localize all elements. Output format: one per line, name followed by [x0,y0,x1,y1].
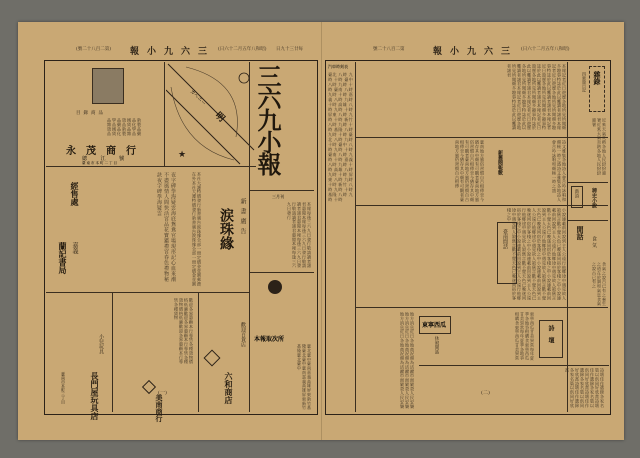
section-divider [419,365,609,366]
yongmao-address: 臺南市本町二丁目 [82,161,118,165]
meinan-text: 歡迎各界惠顧本行專售各種貨物價格低廉歡迎各界惠顧本行專售各種貨物價格低廉歡迎各界惠顧本行專售各種貨物 [174,298,194,364]
section-divider [568,182,608,183]
column-divider [249,312,250,412]
liuhe-note: 歡迎百貨店 [240,322,246,347]
seal-emblem [268,280,282,294]
column-e-box [575,226,587,252]
column-b-title: 四東遊日記 [582,72,587,92]
toy-store-line: 小兒玩具 [98,334,104,354]
timetable-title: 汽車時刻表 [328,64,348,69]
column-d-title: 稗史小說 [591,188,597,208]
right-date: (日六十二月五年八和昭) [521,47,570,52]
mingyue-center: 明 [212,110,227,125]
article-mid-right: 詩文雅集各地詩人會合吟詠唱和頗極一時之盛詩文雅集各地詩人會合吟詠唱和頗極一時之盛 [552,140,567,202]
article-lower: 小說連載前回說到主人公遠行他鄉途中遇見故人敘舊言歡不覺天色已晚遂同宿於客棧之中小說連載前回說到主人公遠行他鄉途中遇見故人敘舊言歡不覺天色已晚遂同宿於客棧之中小說連載前回說到主人公遠行他鄉途中遇見故人敘舊言歡不覺天色已晚遂同宿於客棧之中小說連載前回說到主人公遠行他鄉途中遇見故人敘舊言歡不覺天色已晚遂同宿於客棧之中小說連載前回說到主人公遠行他鄉途中遇見故人敘舊言歡不覺天色已晚遂同宿於客棧之中小說連載前回說到主人公遠行他鄉途中遇見故人敘舊言歡不覺天色已晚遂同宿於客棧之中 [507,208,567,301]
section-divider [568,220,608,221]
right-masthead-title: 報小九六三 [433,47,519,57]
section-title: 新舊閱報數 [497,150,503,175]
column-c-box [571,186,583,208]
meinan-name: 美南商行 [155,394,164,422]
column-a-box [589,66,605,112]
column-g-title: 詩壇 [547,325,554,349]
novel-title: 涙珠緣 [218,208,234,250]
toy-store-name: 長門屋玩具店 [90,372,100,420]
column-divider [112,292,113,412]
left-masthead [18,44,321,56]
timetable-entries: 臺北 八時 九時 十時 臺中 八時 九時 十時 臺南 八時 九時 十時 嘉義 八時 九時 十時 高雄 八時 九時 十時 屏東 八時 九時 十時 新竹 八時 九時 十時 基隆 八時 九時 十時 臺北 八時 九時 十時 臺中 八時 九時 十時 臺南 八時 九時 十時 嘉義 八時 九時 十時 高雄 八時 九時 十時 屏東 八時 九時 十時 新竹 八時 九時 十時 基隆 八時 九時 十時 [328,72,354,202]
left-page-number: (一) [158,390,167,396]
right-page-number: (二) [481,390,490,396]
toy-store-address: 臺南市本町三丁目 [61,372,66,404]
mingyue-ad [166,62,256,167]
bookstore-name: 蘭記書局 [58,242,68,274]
editor-text: 本報每逢三六九日發行敬請讀者諸君惠閱本報每逢三六九日發行敬請讀者諸君惠閱本報每逢三六九日發行敬請讀者諸君惠閱本報每逢三六九日發行 [287,202,312,268]
yongmao-name: 永茂商行 [66,146,146,157]
section-divider [250,190,314,191]
novel-description: 本社大護特價發行新書廣告涙珠緣全部一冊定價金壹圓郵費在外本社大護特價發行新書廣告涙珠緣全部一冊定價金壹圓 [192,172,202,287]
left-publisher-note: 日九十三廿每 [276,47,303,52]
right-page [321,22,624,440]
bookstore-label: 經售處 [70,182,80,206]
bookstore-city: 嘉義 [71,242,78,254]
mingyue-graphic [166,62,256,166]
product-header: 目錄商品 [76,111,106,116]
right-masthead [321,44,624,56]
product-image [92,68,124,104]
article-top: 本報記者近日遊歷各地所見所聞頗多趣事特誌於此以饗讀者諸君本報記者近日遊歷各地所見所聞頗多趣事特誌於此以饗讀者諸君本報記者近日遊歷各地所見所聞頗多趣事特誌於此以饗讀者諸君本報記者近日遊歷各地所見所聞頗多趣事特誌於此以饗讀者諸君本報記者近日遊歷各地所見所聞頗多趣事特誌於此以饗讀者諸君本報記者近日遊歷各地所見所聞頗多趣事特誌於此以饗讀者諸君 [507,64,567,130]
column-e-text: 食氣之說古已有之養生之道在於調和氣息食氣之說古已有之 [592,262,607,306]
timetable [327,62,356,412]
section-divider [46,292,249,293]
yongmao-sub: 總 江 號 [82,156,131,162]
editor-note: 三月刊 [272,194,284,199]
column-e-title: 閒話 [576,226,585,240]
column-a-title: 雜錄 [593,71,602,85]
article-bottom-left: 地方消息近日各地商況頗為活躍市面繁榮人民安樂地方消息近日各地商況頗為活躍市面繁榮人民安樂地方消息近日各地商況頗為活躍市面繁榮人民安樂 [400,312,415,409]
column-divider [198,292,199,412]
column-g-box [539,320,563,358]
dealers-title: 本報取次所 [254,336,285,343]
section-divider [46,166,249,167]
column-h-title: 臺南閒話 [502,229,508,249]
column-c-title: 新詩 [574,189,579,198]
liuhe-name: 六和商店 [224,372,234,404]
product-list: 新製品藥品化學品國貨品雜貨品新製品藥品化學品國貨品雜貨品 [107,118,142,136]
column-f-title: 東寧西瓜 [422,322,447,329]
column-a-text: 近來天氣炎熱各地人民紛紛避暑近來天氣炎熱各地人民紛紛避暑 [592,118,607,176]
left-page [18,22,321,440]
novel-header: 新書廣告 [239,198,246,238]
article-bottom-mid: 東寧西瓜甘美異常每年夏季各地爭相購食東寧西瓜甘美異常每年夏季各地爭相購食東寧西瓜甘美異常 [515,312,535,361]
right-issue-number: 號二十八百二第 [373,47,405,52]
yongmao-ad [46,62,165,167]
svg-text:★: ★ [178,150,187,160]
column-f-box [419,316,451,334]
calligraphy-title: 三六九小報 [253,64,282,174]
mingyue-katakana: カヘニー [188,88,207,108]
column-divider [567,62,568,412]
column-f-sub: 休叙閒話 [434,336,439,354]
dealers-list: 臺北臺中臺南嘉義高雄屏東新竹基隆臺北臺中臺南嘉義高雄屏東新竹基隆臺北臺中 [297,344,312,410]
article-mid-left: 臺南地方風俗習慣自古相傳至今猶存其中頗有可觀者臺南地方風俗習慣自古相傳至今猶存其中頗有可觀者臺南地方風俗習慣自古相傳至今猶存其中頗有可觀者臺南地方風俗習慣自古相傳 [455,140,485,202]
column-h-box [497,222,517,284]
section-divider [356,307,608,308]
left-issue-number: (號二十八百二第) [76,47,112,52]
section-divider [250,272,314,273]
left-date: (日六十二月五年八和昭) [218,47,267,52]
bookstore-titles: 夜字碑學海疑雲海底鴛鴦官場現形記心血來潮不盡風情人間快活宮品花寶鑑禮宮春色禮物秘訣夜字碑學海疑雲 [156,172,176,282]
left-masthead-title: 報小九六三 [130,47,216,57]
newspaper-sheet [18,22,624,440]
column-e-sub: 食 気 [591,236,597,248]
article-bottom-right: 詩壇佳作選錄各家名篇以供同好欣賞詩壇佳作選錄各家名篇以供同好欣賞詩壇佳作選錄各家名篇以供同好欣賞詩壇佳作選錄各家名篇以供同好欣賞 [565,368,605,408]
